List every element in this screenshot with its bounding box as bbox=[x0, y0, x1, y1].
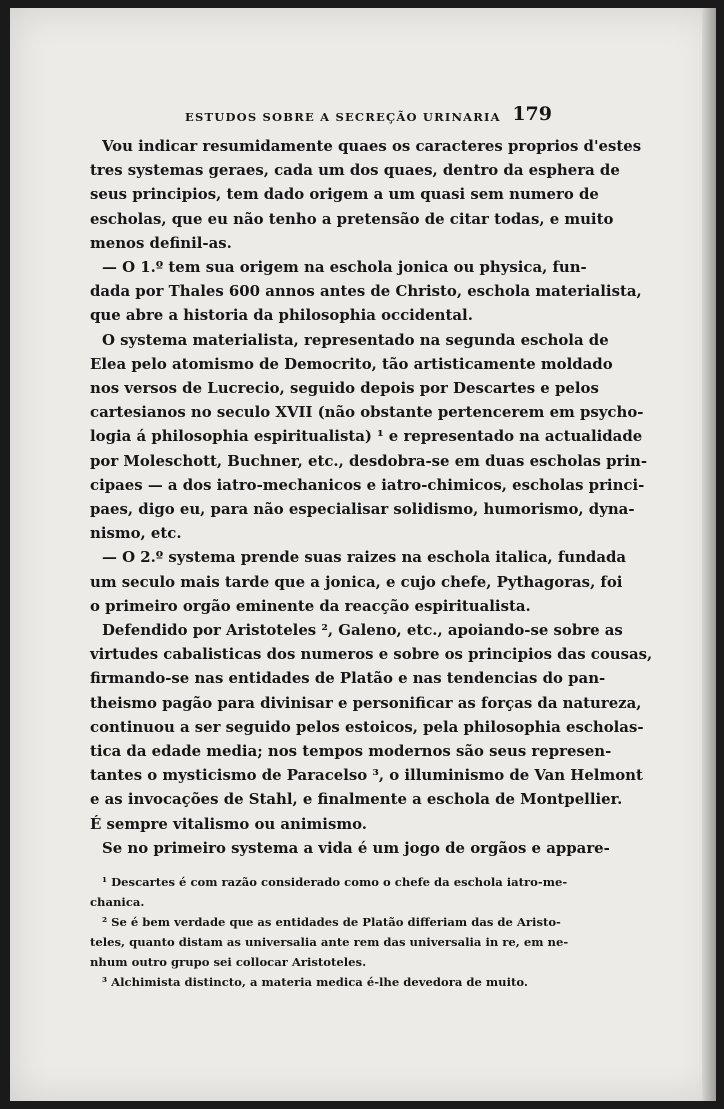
text-line: um seculo mais tarde que a jonica, e cujo chefe, Pythagoras, foi bbox=[90, 572, 623, 591]
footnote-line: ¹ Descartes é com razão considerado como o chefe da eschola iatro-me- bbox=[102, 875, 568, 890]
text-line: tres systemas geraes, cada um dos quaes, dentro da esphera de bbox=[90, 161, 620, 180]
text-line: por Moleschott, Buchner, etc., desdobra-se em duas escholas prin- bbox=[90, 451, 648, 470]
text-line: Elea pelo atomismo de Democrito, tão artisticamente moldado bbox=[90, 354, 613, 373]
page-number: 179 bbox=[512, 103, 552, 125]
text-line: dada por Thales 600 annos antes de Christo, eschola materialista, bbox=[90, 282, 642, 301]
text-line: Se no primeiro systema a vida é um jogo de orgãos e appare- bbox=[102, 838, 610, 857]
text-line: tantes o mysticismo de Paracelso ³, o illuminismo de Van Helmont bbox=[90, 766, 643, 785]
footnote-line: nhum outro grupo sei collocar Aristoteles. bbox=[90, 955, 367, 970]
text-line: nismo, etc. bbox=[90, 524, 182, 543]
text-line: escholas, que eu não tenho a pretensão de citar todas, e muito bbox=[90, 209, 614, 228]
running-head bbox=[90, 100, 555, 130]
page-content bbox=[90, 100, 653, 992]
text-line: o primeiro orgão eminente da reacção espiritualista. bbox=[90, 596, 531, 615]
text-line: continuou a ser seguido pelos estoicos, pela philosophia escholas- bbox=[90, 717, 644, 736]
text-line: theismo pagão para divinisar e personificar as forças da natureza, bbox=[90, 693, 642, 712]
text-line: menos definil-as. bbox=[90, 233, 232, 252]
footnote-line: ² Se é bem verdade que as entidades de Platão differiam das de Aristo- bbox=[102, 915, 561, 930]
text-line: virtudes cabalisticas dos numeros e sobre os principios das cousas, bbox=[90, 645, 653, 664]
text-line: Defendido por Aristoteles ², Galeno, etc., apoiando-se sobre as bbox=[102, 621, 623, 640]
text-line: logia á philosophia espiritualista) ¹ e representado na actualidade bbox=[90, 427, 643, 446]
footnote-line: chanica. bbox=[90, 895, 145, 910]
footnotes bbox=[90, 872, 569, 992]
text-line: paes, digo eu, para não especialisar solidismo, humorismo, dyna- bbox=[90, 500, 635, 519]
text-line: nos versos de Lucrecio, seguido depois por Descartes e pelos bbox=[90, 379, 599, 398]
page-gutter-shadow bbox=[702, 8, 716, 1101]
text-line: cipaes — a dos iatro-mechanicos e iatro-chimicos, escholas princi- bbox=[90, 475, 645, 494]
text-line: Vou indicar resumidamente quaes os caracteres proprios d'estes bbox=[102, 137, 642, 155]
footnote-line: teles, quanto distam as universalia ante rem das universalia in re, em ne- bbox=[90, 935, 569, 950]
text-line: firmando-se nas entidades de Platão e nas tendencias do pan- bbox=[90, 669, 606, 688]
text-line: tica da edade media; nos tempos modernos são seus represen- bbox=[90, 742, 612, 761]
text-line: que abre a historia da philosophia occidental. bbox=[90, 306, 473, 325]
text-line: seus principios, tem dado origem a um quasi sem numero de bbox=[90, 185, 599, 204]
text-line: cartesianos no seculo XVII (não obstante pertencerem em psycho- bbox=[90, 403, 644, 422]
text-line: e as invocações de Stahl, e finalmente a eschola de Montpellier. bbox=[90, 790, 623, 809]
text-line: É sempre vitalismo ou animismo. bbox=[90, 814, 367, 833]
footnote-line: ³ Alchimista distincto, a materia medica é-lhe devedora de muito. bbox=[102, 975, 528, 990]
text-line: O systema materialista, representado na segunda eschola de bbox=[102, 330, 609, 349]
body-text bbox=[90, 134, 653, 860]
running-title: ESTUDOS SOBRE A SECREÇÃO URINARIA bbox=[185, 110, 501, 124]
text-line: — O 1.º tem sua origem na eschola jonica ou physica, fun- bbox=[102, 258, 587, 277]
book-page bbox=[10, 8, 716, 1101]
text-line: — O 2.º systema prende suas raizes na eschola italica, fundada bbox=[102, 548, 627, 567]
